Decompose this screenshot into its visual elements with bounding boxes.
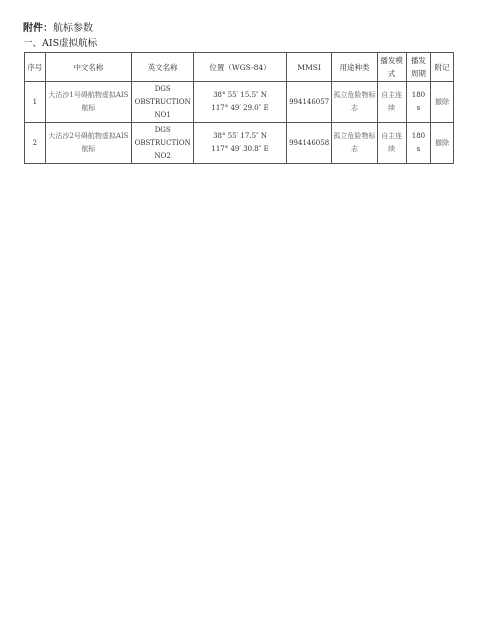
cell-en-name-line: OBSTRUCTION: [134, 97, 191, 106]
cell-position-lon: 117° 49′ 30.8″ E: [211, 145, 269, 153]
cell-en-name: [132, 82, 194, 123]
cell-mode-text: 自主连续: [381, 91, 403, 112]
header-period-text: 播发周期: [410, 56, 426, 78]
cell-en-name-line: NO2: [154, 151, 171, 160]
cell-en-name-line: OBSTRUCTION: [134, 138, 191, 147]
attachment-label: 附件：: [23, 23, 53, 34]
section-title: 一、AIS虚拟航标: [23, 38, 98, 49]
cell-en-name-line: DGS: [154, 84, 171, 93]
cell-mmsi: 994146057: [286, 82, 331, 123]
cell-mode: [377, 123, 406, 164]
cell-usage-text: 孤立危险物标志: [333, 91, 376, 112]
table-row: [25, 82, 454, 123]
cell-note: 撤除: [431, 82, 454, 123]
header-usage: 用途种类: [332, 53, 377, 82]
cell-cn-name-text: 大沽沙1号碍航物虚拟AIS航标: [48, 91, 129, 112]
cell-position-lat: 38° 55′ 15.5″ N: [213, 91, 267, 99]
cell-position-lon: 117° 49′ 29.0″ E: [211, 104, 269, 112]
cell-position-lat: 38° 55′ 17.5″ N: [213, 132, 267, 140]
cell-period-value: 180: [411, 132, 426, 140]
header-index: 序号: [25, 53, 46, 82]
header-position: 位置（WGS-84）: [194, 53, 287, 82]
cell-position: [194, 123, 287, 164]
cell-usage: [332, 123, 377, 164]
cell-period-value: 180: [411, 91, 426, 99]
cell-mmsi: 994146058: [286, 123, 331, 164]
attachment-heading: [23, 22, 93, 35]
header-cn-name: 中文名称: [45, 53, 132, 82]
cell-usage-text: 孤立危险物标志: [333, 132, 376, 153]
header-en-name: 英文名称: [132, 53, 194, 82]
cell-en-name: [132, 123, 194, 164]
cell-cn-name: [45, 82, 132, 123]
table-row: [25, 123, 454, 164]
cell-index: 1: [25, 82, 46, 123]
aids-to-navigation-table: [24, 52, 454, 164]
cell-en-name-line: DGS: [154, 125, 171, 134]
header-note: [431, 53, 454, 82]
header-mode-text: 播发模式: [380, 56, 403, 78]
cell-position: [194, 82, 287, 123]
attachment-title: 航标参数: [53, 23, 93, 34]
cell-mode-text: 自主连续: [381, 132, 403, 153]
cell-period: [406, 82, 431, 123]
table-header-row: [25, 53, 454, 82]
cell-mode: [377, 82, 406, 123]
header-mmsi: MMSI: [286, 53, 331, 82]
cell-period: [406, 123, 431, 164]
cell-period-unit: s: [416, 145, 421, 153]
cell-cn-name-text: 大沽沙2号碍航物虚拟AIS航标: [48, 132, 129, 153]
header-period: [406, 53, 431, 82]
header-note-text: 附记: [434, 62, 450, 72]
cell-note: 撤除: [431, 123, 454, 164]
cell-index: 2: [25, 123, 46, 164]
cell-usage: [332, 82, 377, 123]
header-mode: [377, 53, 406, 82]
cell-en-name-line: NO1: [154, 110, 171, 119]
cell-period-unit: s: [416, 104, 421, 112]
cell-cn-name: [45, 123, 132, 164]
